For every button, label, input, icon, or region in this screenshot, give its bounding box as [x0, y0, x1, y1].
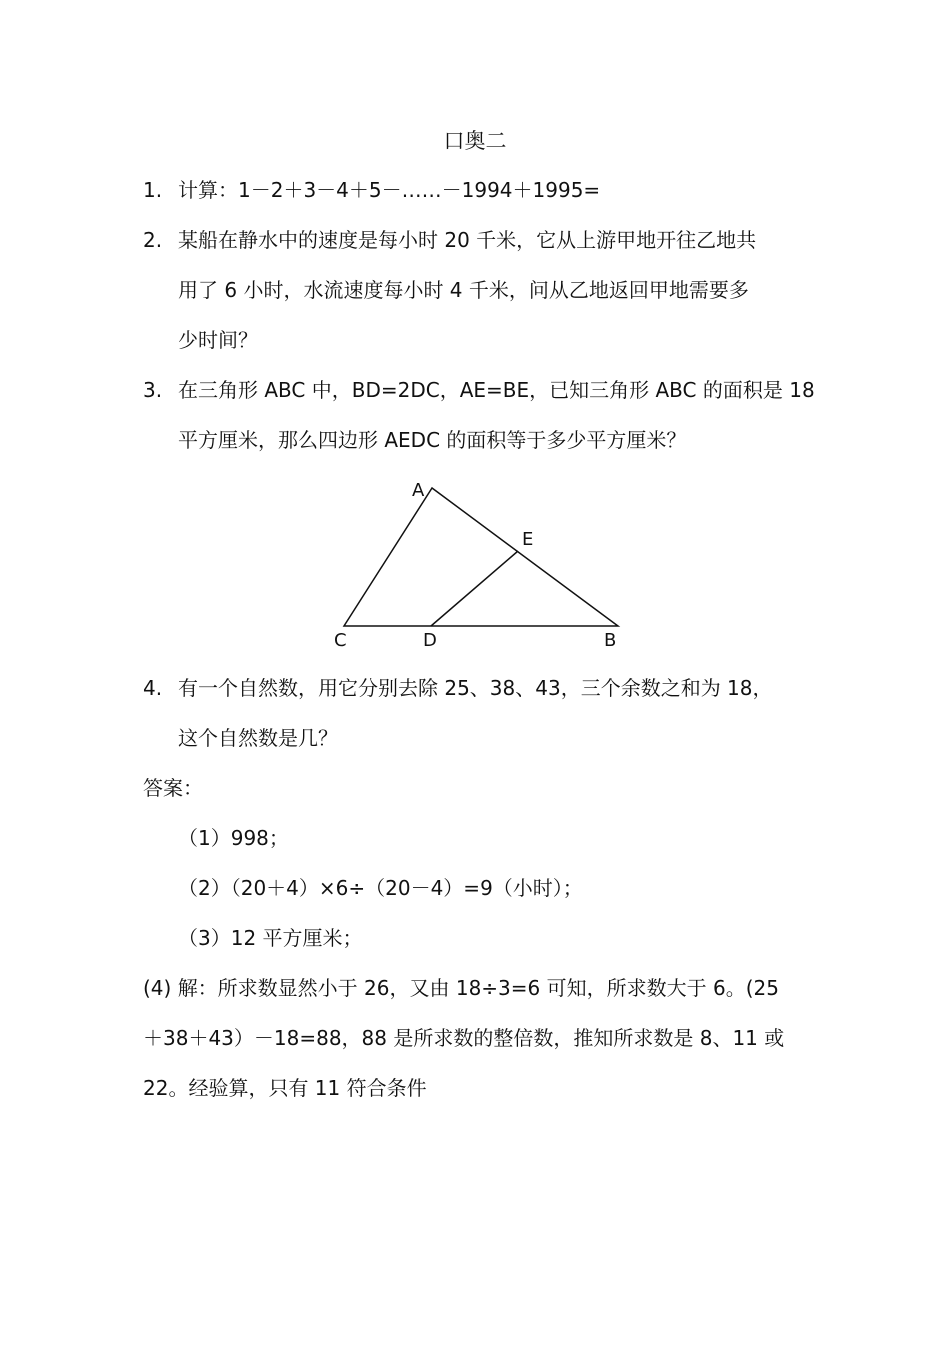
question-3-line-1: 在三角形 ABC 中，BD=2DC，AE=BE，已知三角形 ABC 的面积是 18 — [178, 378, 815, 402]
point-label-d: D — [423, 630, 437, 651]
triangle-diagram — [330, 475, 630, 655]
question-2-line-2: 用了 6 小时，水流速度每小时 4 千米，问从乙地返回甲地需要多 — [178, 278, 749, 302]
question-4-number: 4. — [143, 676, 163, 700]
document-title: 口奥二 — [443, 129, 507, 153]
question-4-line-2: 这个自然数是几？ — [178, 726, 338, 750]
answer-4-line-1: (4) 解：所求数显然小于 26，又由 18÷3=6 可知，所求数大于 6。(25 — [143, 976, 779, 1000]
question-1-number: 1. — [143, 178, 163, 202]
vertex-label-b: B — [604, 630, 617, 651]
question-2-number: 2. — [143, 228, 163, 252]
triangle-abc — [344, 488, 618, 626]
question-2-line-3: 少时间？ — [178, 328, 258, 352]
question-3-number: 3. — [143, 378, 163, 402]
question-2-line-1: 某船在静水中的速度是每小时 20 千米，它从上游甲地开往乙地共 — [178, 228, 757, 252]
question-3-line-2: 平方厘米，那么四边形 AEDC 的面积等于多少平方厘米？ — [178, 428, 687, 452]
question-1-line-1: 计算：1－2＋3－4＋5－……－1994＋1995= — [178, 178, 601, 202]
question-4-line-1: 有一个自然数，用它分别去除 25、38、43，三个余数之和为 18， — [178, 676, 773, 700]
answer-1: （1）998； — [178, 826, 289, 850]
answer-4-line-2: ＋38＋43）－18=88，88 是所求数的整倍数，推知所求数是 8、11 或 — [143, 1026, 785, 1050]
segment-de — [431, 551, 518, 626]
point-label-e: E — [522, 529, 534, 550]
answer-2: （2）（20＋4）×6÷（20－4）=9（小时）； — [178, 876, 583, 900]
vertex-label-a: A — [412, 480, 425, 501]
vertex-label-c: C — [334, 630, 347, 651]
answer-3: （3）12 平方厘米； — [178, 926, 363, 950]
answer-4-line-3: 22。经验算，只有 11 符合条件 — [143, 1076, 427, 1100]
answers-heading: 答案： — [143, 776, 203, 800]
